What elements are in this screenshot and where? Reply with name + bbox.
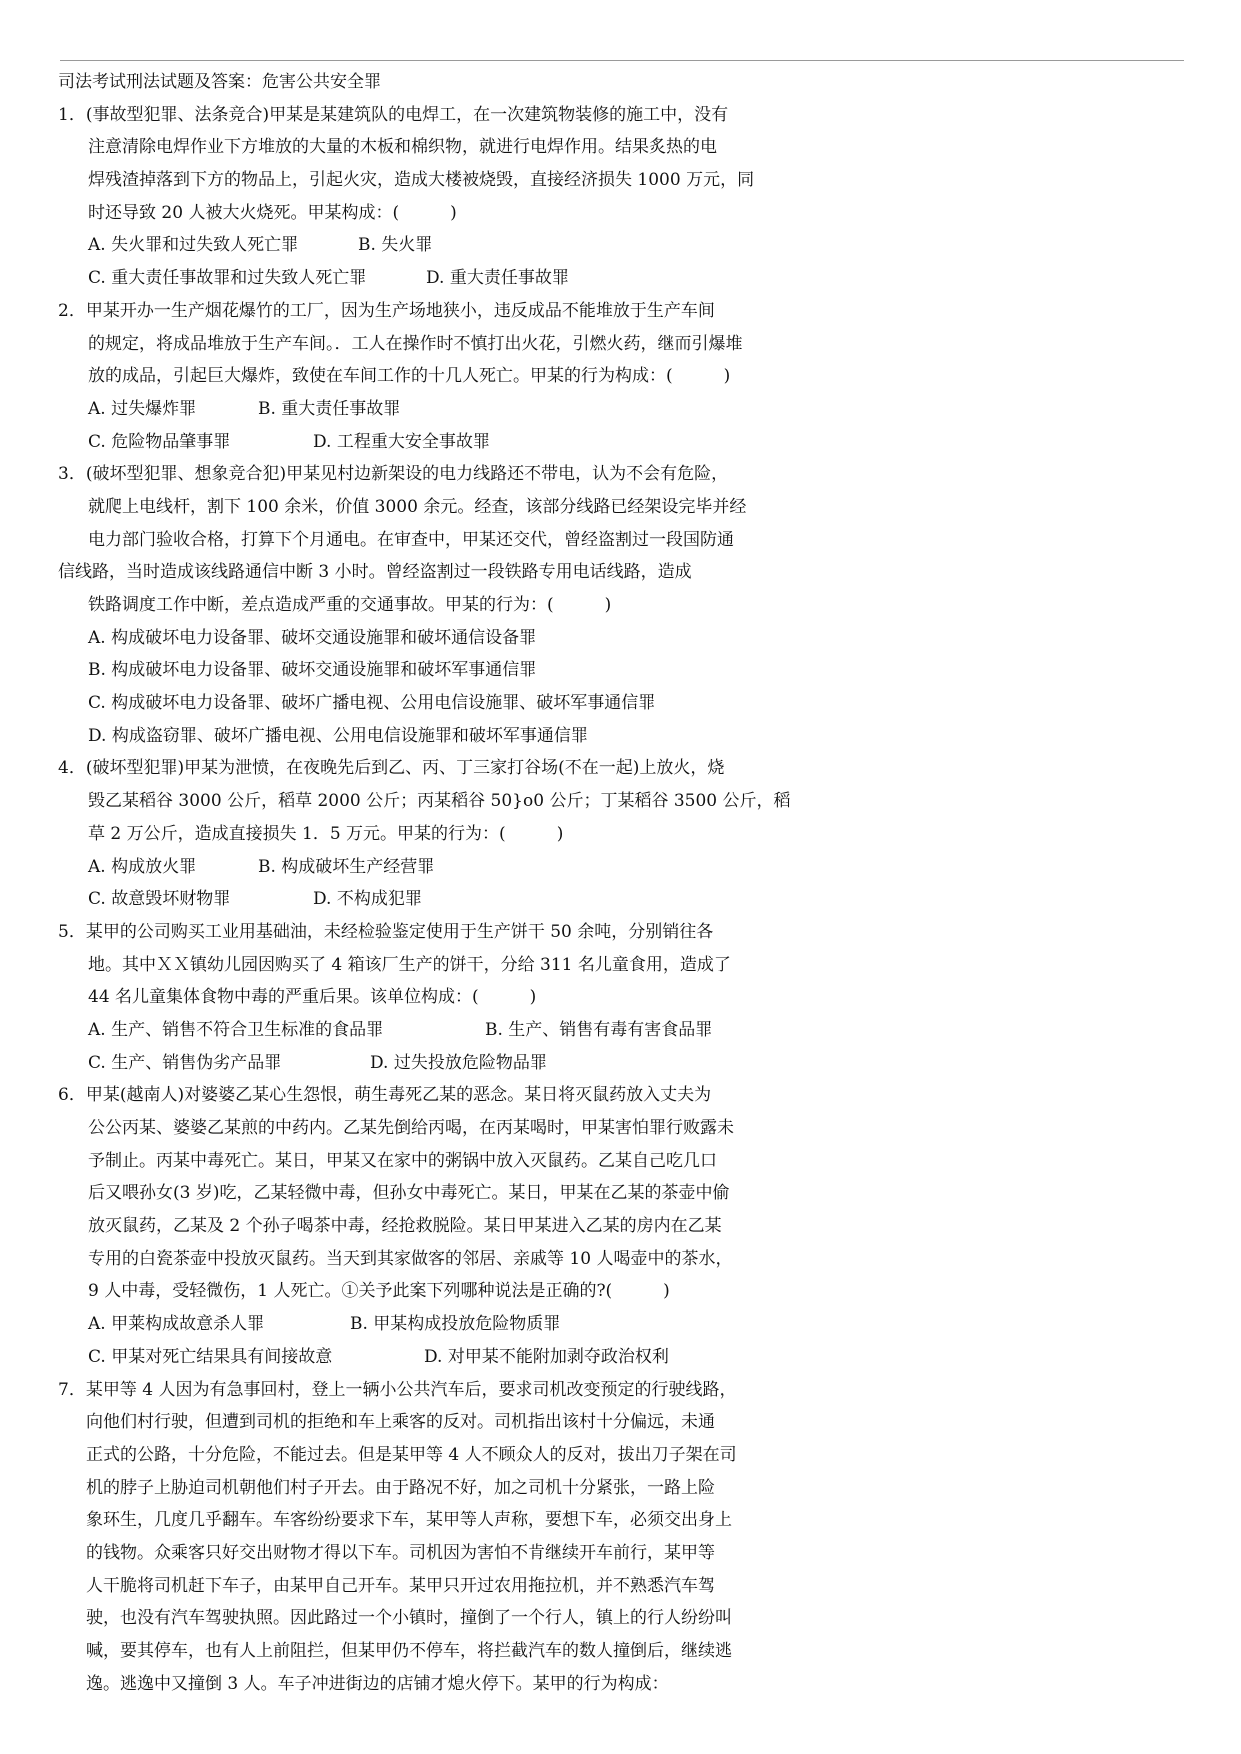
question-text-line: 草 2 万公斤，造成直接损失 1．5 万元。甲某的行为：( ) — [88, 823, 564, 844]
question-text-line: 信线路，当时造成该线路通信中断 3 小时。曾经盗割过一段铁路专用电话线路，造成 — [58, 562, 692, 583]
question-text-line: 驶，也没有汽车驾驶执照。因此路过一个小镇时，撞倒了一个行人，镇上的行人纷纷叫 — [86, 1608, 732, 1629]
question-text-line: 地。其中ＸＸ镇幼儿园因购买了 4 箱该厂生产的饼干，分给 311 名儿童食用，造成了 — [88, 954, 731, 975]
answer-option-a: A. 构成放火罪 — [88, 856, 197, 877]
question-text-line: 后又喂孙女(3 岁)吃，乙某轻微中毒，但孙女中毒死亡。某日，甲某在乙某的茶壶中偷 — [88, 1183, 730, 1204]
question-text-line: 向他们村行驶，但遭到司机的拒绝和车上乘客的反对。司机指出该村十分偏远，未通 — [86, 1412, 715, 1433]
answer-option-d: D. 过失投放危险物品罪 — [370, 1052, 547, 1073]
answer-option-a: A. 过失爆炸罪 — [88, 398, 197, 419]
question-text-line: 44 名儿童集体食物中毒的严重后果。该单位构成：( ) — [88, 987, 537, 1008]
question-text-line: 6．甲某(越南人)对婆婆乙某心生怨恨，萌生毒死乙某的恶念。某日将灭鼠药放入丈夫为 — [58, 1085, 712, 1106]
question-6 — [58, 1079, 838, 1373]
question-text-line: 象环生，几度几乎翻车。车客纷纷要求下车，某甲等人声称，要想下车，必须交出身上 — [86, 1510, 732, 1531]
question-4 — [58, 752, 838, 915]
options-row — [58, 262, 838, 295]
question-text-line: 2．甲某开办一生产烟花爆竹的工厂，因为生产场地狭小，违反成品不能堆放于生产车间 — [58, 300, 715, 321]
question-3 — [58, 458, 838, 752]
answer-option-b: B. 甲某构成投放危险物质罪 — [350, 1314, 561, 1335]
question-text-line: 的钱物。众乘客只好交出财物才得以下车。司机因为害怕不肯继续开车前行，某甲等 — [86, 1542, 715, 1563]
question-text-line: 放的成品，引起巨大爆炸，致使在车间工作的十几人死亡。甲某的行为构成：( ) — [88, 366, 731, 387]
answer-option-c: C. 危险物品肇事罪 — [88, 431, 231, 452]
options-row — [58, 426, 838, 459]
question-text-line: 就爬上电线杆，割下 100 余米，价值 3000 余元。经查，该部分线路已经架设完毕并经 — [88, 496, 747, 517]
answer-option-a: A. 甲莱构成故意杀人罪 — [88, 1314, 265, 1335]
answer-option-d: D. 不构成犯罪 — [313, 889, 422, 910]
answer-option-c: C. 故意毁坏财物罪 — [88, 889, 231, 910]
options-row — [58, 1014, 838, 1047]
answer-option-a: A. 构成破坏电力设备罪、破坏交通设施罪和破坏通信设备罪 — [88, 627, 537, 648]
question-text-line: 3．(破坏型犯罪、想象竞合犯)甲某见村边新架设的电力线路还不带电，认为不会有危险， — [58, 464, 729, 485]
answer-option-b: B. 生产、销售有毒有害食品罪 — [485, 1019, 713, 1040]
question-1 — [58, 99, 838, 295]
answer-option-a: A. 失火罪和过失致人死亡罪 — [88, 235, 299, 256]
answer-option-c: C. 重大责任事故罪和过失致人死亡罪 — [88, 268, 367, 289]
options-row — [58, 1341, 838, 1374]
question-text-line: 时还导致 20 人被大火烧死。甲某构成：( ) — [88, 202, 457, 223]
question-text-line: 的规定，将成品堆放于生产车间。．工人在操作时不慎打出火花，引燃火药，继而引爆堆 — [88, 333, 743, 354]
options-row — [58, 883, 838, 916]
answer-option-b: B. 失火罪 — [358, 235, 433, 256]
answer-option-d: D. 工程重大安全事故罪 — [313, 431, 490, 452]
question-text-line: 毁乙某稻谷 3000 公斤，稻草 2000 公斤；丙某稻谷 50}o0 公斤；丁某稻谷 3500 公斤，稻 — [88, 791, 791, 812]
question-text-line: 电力部门验收合格，打算下个月通电。在审查中，甲某还交代，曾经盗割过一段国防通 — [88, 529, 734, 550]
question-text-line: 7．某甲等 4 人因为有急事回村，登上一辆小公共汽车后，要求司机改变预定的行驶线路， — [58, 1379, 737, 1400]
question-text-line: 放灭鼠药，乙某及 2 个孙子喝茶中毒，经抢救脱险。某日甲某进入乙某的房内在乙某 — [88, 1216, 722, 1237]
answer-option-a: A. 生产、销售不符合卫生标准的食品罪 — [88, 1019, 384, 1040]
answer-option-d: D. 对甲某不能附加剥夺政治权利 — [424, 1346, 669, 1367]
question-text-line: 1．(事故型犯罪、法条竞合)甲某是某建筑队的电焊工，在一次建筑物装修的施工中，没有 — [58, 104, 729, 125]
answer-option-d: D. 重大责任事故罪 — [426, 268, 569, 289]
answer-option-d: D. 构成盗窃罪、破坏广播电视、公用电信设施罪和破坏军事通信罪 — [88, 725, 588, 746]
question-text-line: 公公丙某、婆婆乙某煎的中药内。乙某先倒给丙喝，在丙某喝时，甲某害怕罪行败露未 — [88, 1118, 734, 1138]
question-text-line: 喊，要其停车，也有人上前阻拦，但某甲仍不停车，将拦截汽车的数人撞倒后，继续逃 — [86, 1641, 732, 1661]
options-row — [58, 1308, 838, 1341]
question-2 — [58, 295, 838, 458]
question-7 — [58, 1374, 838, 1701]
answer-option-b: B. 重大责任事故罪 — [258, 398, 401, 419]
answer-option-c: C. 甲某对死亡结果具有间接故意 — [88, 1346, 333, 1367]
document-body — [58, 66, 838, 1700]
answer-option-c: C. 生产、销售伪劣产品罪 — [88, 1052, 282, 1073]
question-text-line: 机的脖子上胁迫司机朝他们村子开去。由于路况不好，加之司机十分紧张，一路上险 — [86, 1477, 715, 1498]
question-text-line: 专用的白瓷茶壶中投放灭鼠药。当天到其家做客的邻居、亲戚等 10 人喝壶中的茶水， — [88, 1248, 733, 1269]
question-text-line: 5．某甲的公司购买工业用基础油，未经检验鉴定使用于生产饼干 50 余吨，分别销往各 — [58, 921, 714, 942]
answer-option-b: B. 构成破坏电力设备罪、破坏交通设施罪和破坏军事通信罪 — [88, 660, 537, 681]
options-row — [58, 393, 838, 426]
header-rule — [60, 60, 1184, 61]
options-row — [58, 229, 838, 262]
question-text-line: 9 人中毒，受轻微伤，1 人死亡。①关予此案下列哪种说法是正确的?( ) — [88, 1281, 670, 1302]
question-5 — [58, 916, 838, 1079]
options-row — [58, 1047, 838, 1080]
question-text-line: 4．(破坏型犯罪)甲某为泄愤，在夜晚先后到乙、丙、丁三家打谷场(不在一起)上放火，烧 — [58, 758, 725, 779]
question-text-line: 予制止。丙某中毒死亡。某日，甲某又在家中的粥锅中放入灭鼠药。乙某自己吃几口 — [88, 1150, 717, 1171]
question-text-line: 人干脆将司机赶下车子，由某甲自己开车。某甲只开过农用拖拉机，并不熟悉汽车驾 — [86, 1575, 715, 1596]
question-text-line: 正式的公路，十分危险，不能过去。但是某甲等 4 人不顾众人的反对，拔出刀子架在司 — [86, 1444, 737, 1465]
question-text-line: 逸。逃逸中又撞倒 3 人。车子冲进街边的店铺才熄火停下。某甲的行为构成： — [86, 1673, 669, 1694]
question-text-line: 铁路调度工作中断，差点造成严重的交通事故。甲某的行为：( ) — [88, 595, 612, 615]
options-row — [58, 851, 838, 884]
answer-option-c: C. 构成破坏电力设备罪、破坏广播电视、公用电信设施罪、破坏军事通信罪 — [88, 693, 656, 714]
question-text-line: 焊残渣掉落到下方的物品上，引起火灾，造成大楼被烧毁，直接经济损失 1000 万元，同 — [88, 170, 755, 191]
question-text-line: 注意清除电焊作业下方堆放的大量的木板和棉织物，就进行电焊作用。结果炙热的电 — [88, 137, 717, 158]
answer-option-b: B. 构成破坏生产经营罪 — [258, 856, 435, 877]
document-title: 司法考试刑法试题及答案：危害公共安全罪 — [58, 72, 381, 92]
